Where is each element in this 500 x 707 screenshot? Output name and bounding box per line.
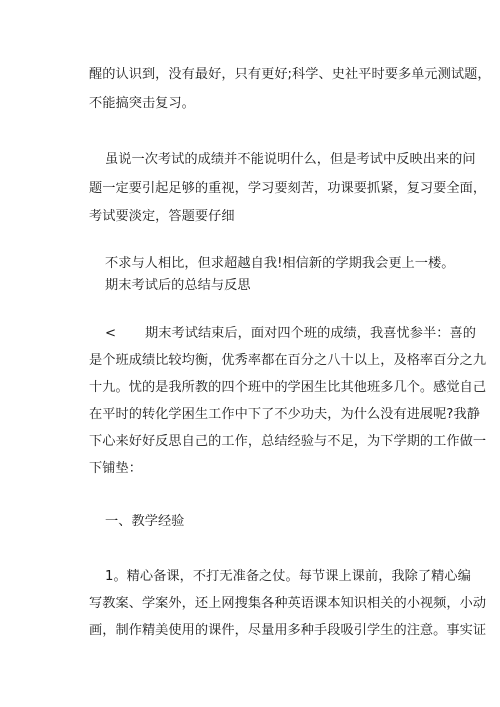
paragraph-1-line-1: 醒的认识到，没有最好，只有更好;科学、史社平时要多单元测试题， [89,67,491,82]
paragraph-4-line-4: 在平时的转化学困生工作中下了不少功夫，为什么没有进展呢?我静 [89,407,480,422]
paragraph-4-line-5: 下心来好好反思自己的工作，总结经验与不足，为下学期的工作做一 [89,434,487,449]
paragraph-5-line-2: 写教案、学案外，还上网搜集各种英语课本知识相关的小视频，小动 [89,596,487,611]
document-title: 期末考试后的总结与反思 [105,278,251,293]
section-heading: 一、教学经验 [105,514,185,529]
paragraph-3-line-1: 不求与人相比，但求超越自我!相信新的学期我会更上一楼。 [105,256,455,271]
marker-char: < [105,326,117,341]
paragraph-5-line-1: 1。精心备课，不打无准备之仗。每节课上课前，我除了精心编 [105,569,471,584]
paragraph-4-line-1 [105,325,476,343]
paragraph-4-line-6: 下铺垫： [89,461,142,476]
paragraph-2-line-3: 考试要淡定，答题要仔细 [89,209,235,224]
paragraph-1-line-2: 不能搞突击复习。 [89,96,195,111]
paragraph-5-line-3: 画，制作精美使用的课件，尽量用多种手段吸引学生的注意。事实证 [89,623,487,638]
paragraph-4-line-2: 是个班成绩比较均衡，优秀率都在百分之八十以上，及格率百分之九 [89,353,487,368]
paragraph-4-line-1-text: 期末考试结束后，面对四个班的成绩，我喜忧参半：喜的 [145,326,476,341]
paragraph-2-line-2: 题一定要引起足够的重视，学习要刻苦，功课要抓紧，复习要全面， [89,181,487,196]
paragraph-4-line-3: 十九。忧的是我所教的四个班中的学困生比其他班多几个。感觉自己 [89,380,487,395]
paragraph-2-line-1: 虽说一次考试的成绩并不能说明什么，但是考试中反映出来的问 [105,152,476,167]
